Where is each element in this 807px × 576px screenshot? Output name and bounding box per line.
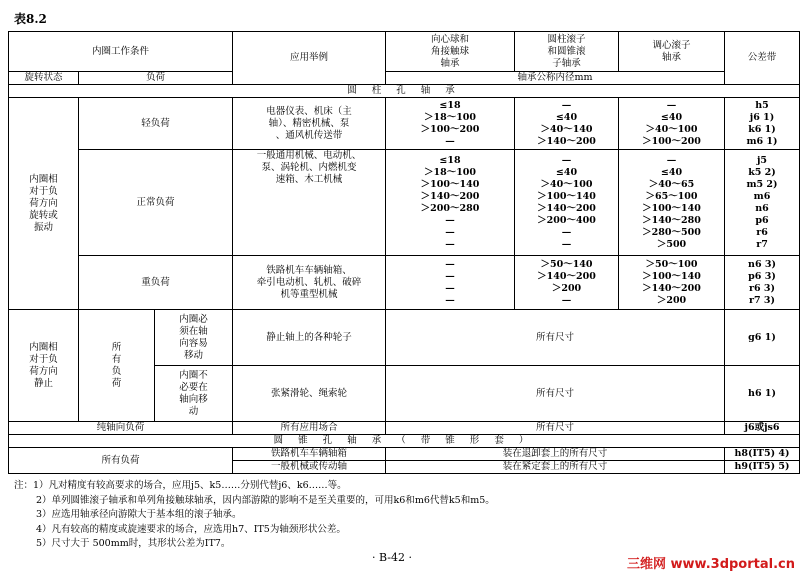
tapered-row1-example: 铁路机车车辆轴箱: [233, 448, 386, 461]
footnote: 2）单列圆锥滚子轴承和单列角接触球轴承，因内部游隙的影响不是至关重要的，可用k6和m6代替k5和m5。: [36, 494, 495, 506]
page-number: · B-42 ·: [372, 551, 412, 564]
static-movable-example: 静止轴上的各种轮子: [233, 310, 386, 366]
watermark: [627, 553, 795, 572]
section-tapered-bore: 圆 锥 孔 轴 承 （ 带 锥 形 套 ）: [9, 435, 800, 448]
static-movable-condition: 内圈必 须在轴 向容易 移动: [155, 310, 233, 366]
header-nominal-bore: 轴承公称内径mm: [386, 72, 725, 85]
normal-load-example: 一般通用机械、电动机、 泵、涡轮机、内燃机变 速箱、木工机械: [233, 150, 386, 256]
tapered-row2-example: 一般机械或传动轴: [233, 461, 386, 474]
heavy-tolerance-values: n6 3) p6 3) r6 3) r7 3): [725, 256, 800, 310]
static-fixed-condition: 内圈不 必要在 轴向移 动: [155, 366, 233, 422]
footnote: 5）尺寸大于 500mm时，其形状公差为IT7。: [36, 538, 231, 549]
footnotes: [14, 479, 495, 552]
axial-load-label: 纯轴向负荷: [9, 422, 233, 435]
normal-self-values: — ≤40 ＞40～65 ＞65～100 ＞100～140 ＞140～280 ＞280～500 ＞500: [619, 150, 725, 256]
header-application-example: 应用举例: [233, 32, 386, 85]
footnote: 4）凡有较高的精度或旋速要求的场合，应选用h7、IT5为轴颈形状公差。: [36, 523, 346, 535]
tolerance-table: [8, 31, 800, 474]
header-inner-ring-condition: 内圈工作条件: [9, 32, 233, 72]
light-tolerance-values: h5 j6 1) k6 1) m6 1): [725, 98, 800, 150]
footnote: 3）应选用轴承径向游隙大于基本组的滚子轴承。: [36, 509, 242, 520]
heavy-roller-values: ＞50～140 ＞140～200 ＞200 —: [515, 256, 619, 310]
axial-load-tolerance: j6或js6: [725, 422, 800, 435]
light-load-label: 轻负荷: [79, 98, 233, 150]
header-rotation-state: 旋转状态: [9, 72, 79, 85]
axial-load-example: 所有应用场合: [233, 422, 386, 435]
section-cylindrical-bore: 圆 柱 孔 轴 承: [9, 85, 800, 98]
heavy-ball-values: — — — —: [386, 256, 515, 310]
static-movable-sizes: 所有尺寸: [386, 310, 725, 366]
footnote: 注：1）凡对精度有较高要求的场合，应用j5、k5……分别代替j6、k6……等。: [14, 480, 347, 491]
header-load: 负荷: [79, 72, 233, 85]
normal-tolerance-values: j5 k5 2) m5 2) m6 n6 p6 r6 r7: [725, 150, 800, 256]
heavy-self-values: ＞50～100 ＞100～140 ＞140～200 ＞200: [619, 256, 725, 310]
rotating-label: 内圈相 对于负 荷方向 旋转或 振动: [9, 98, 79, 310]
static-movable-tolerance: g6 1): [725, 310, 800, 366]
tapered-row1-sizes: 装在退卸套上的所有尺寸: [386, 448, 725, 461]
light-self-values: — ≤40 ＞40～100 ＞100～200: [619, 98, 725, 150]
axial-load-sizes: 所有尺寸: [386, 422, 725, 435]
light-ball-values: ≤18 ＞18～100 ＞100～200 —: [386, 98, 515, 150]
watermark-url: www.3dportal.cn: [670, 557, 795, 572]
light-load-example: 电器仪表、机床（主 轴）、精密机械、泵 、通风机传送带: [233, 98, 386, 150]
static-label: 内圈相 对于负 荷方向 静止: [9, 310, 79, 422]
header-tolerance-zone: 公差带: [725, 32, 800, 85]
normal-ball-values: ≤18 ＞18～100 ＞100～140 ＞140～200 ＞200～280 — — —: [386, 150, 515, 256]
header-self-aligning: 调心滚子 轴承: [619, 32, 725, 72]
tapered-all-loads: 所有负荷: [9, 448, 233, 474]
static-all-loads: 所 有 负 荷: [79, 310, 155, 422]
static-fixed-tolerance: h6 1): [725, 366, 800, 422]
header-roller-bearing: 圆柱滚子 和圆锥滚 子轴承: [515, 32, 619, 72]
watermark-brand: 三维网: [626, 557, 666, 572]
tapered-row2-sizes: 装在紧定套上的所有尺寸: [386, 461, 725, 474]
tapered-row1-tolerance: h8(IT5) 4): [725, 448, 800, 461]
header-ball-bearing: 向心球和 角接触球 轴承: [386, 32, 515, 72]
normal-load-label: 正常负荷: [79, 150, 233, 256]
static-fixed-example: 张紧滑轮、绳索轮: [233, 366, 386, 422]
light-roller-values: — ≤40 ＞40～140 ＞140～200: [515, 98, 619, 150]
static-fixed-sizes: 所有尺寸: [386, 366, 725, 422]
heavy-load-example: 铁路机车车辆轴箱、 牵引电动机、轧机、破碎 机等重型机械: [233, 256, 386, 310]
tapered-row2-tolerance: h9(IT5) 5): [725, 461, 800, 474]
table-label: 表8.2: [14, 12, 47, 26]
heavy-load-label: 重负荷: [79, 256, 233, 310]
normal-roller-values: — ≤40 ＞40～100 ＞100～140 ＞140～200 ＞200～400 — —: [515, 150, 619, 256]
